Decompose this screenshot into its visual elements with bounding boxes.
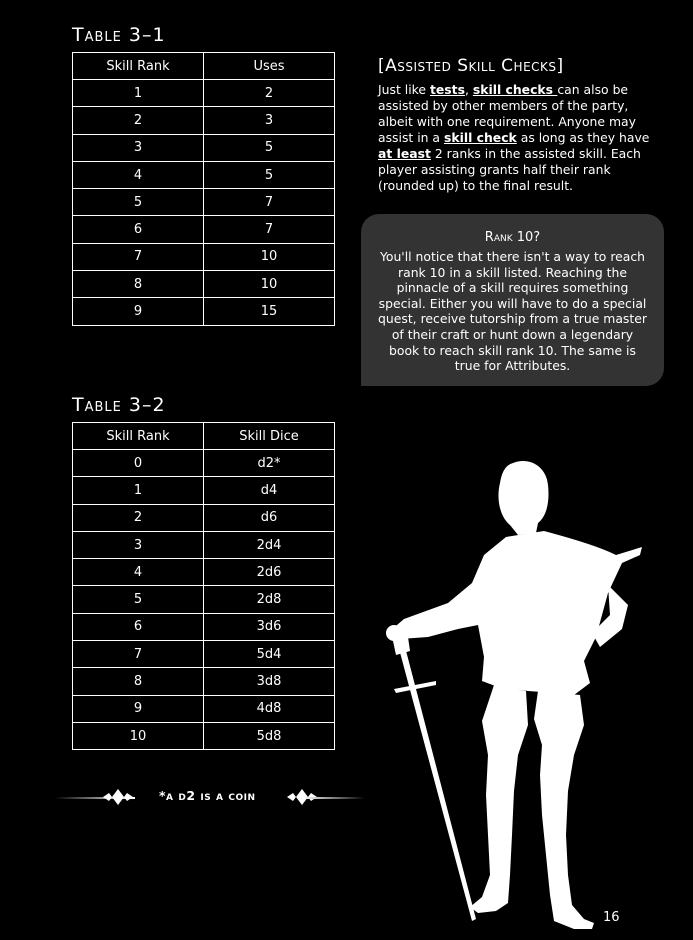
cell-value: 5 bbox=[204, 161, 335, 188]
cell-value: 2d4 bbox=[204, 531, 335, 558]
table-row bbox=[73, 161, 335, 188]
cell-rank: 10 bbox=[73, 722, 204, 749]
callout-body: You'll notice that there isn't a way to reach rank 10 in a skill listed. Reaching the pinnacle of a skill requires something special. Either you will have to do a special quest, receive tutorship from a true master of their craft or hunt down a legendary book to reach skill rank 10. The same is true for Attributes. bbox=[378, 249, 647, 374]
skill-check-link[interactable]: skill check bbox=[443, 130, 517, 145]
cell-rank: 4 bbox=[73, 161, 204, 188]
cell-rank: 9 bbox=[73, 695, 204, 722]
cell-value: d6 bbox=[204, 504, 335, 531]
divider-ornament-icon bbox=[103, 788, 133, 806]
table2-title: Table 3–2 bbox=[72, 394, 166, 416]
table-row bbox=[73, 271, 335, 298]
table-row bbox=[73, 189, 335, 216]
table-row bbox=[73, 722, 335, 749]
skill-checks-link[interactable]: skill checks bbox=[472, 82, 558, 97]
assisted-text bbox=[378, 82, 653, 194]
cell-value: 7 bbox=[204, 189, 335, 216]
table1 bbox=[72, 52, 335, 326]
cell-rank: 3 bbox=[73, 134, 204, 161]
cell-rank: 7 bbox=[73, 641, 204, 668]
table-row bbox=[73, 216, 335, 243]
cell-rank: 2 bbox=[73, 107, 204, 134]
assisted-heading: [Assisted Skill Checks] bbox=[378, 56, 564, 76]
cell-rank: 6 bbox=[73, 216, 204, 243]
table1-title: Table 3–1 bbox=[72, 24, 166, 46]
cell-value: 10 bbox=[204, 243, 335, 270]
cell-rank: 5 bbox=[73, 189, 204, 216]
table2 bbox=[72, 422, 335, 750]
tests-link[interactable]: tests bbox=[429, 82, 465, 97]
cell-rank: 8 bbox=[73, 271, 204, 298]
cell-rank: 9 bbox=[73, 298, 204, 325]
table-row bbox=[73, 695, 335, 722]
divider-ornament-icon bbox=[303, 796, 365, 799]
table-row bbox=[73, 80, 335, 107]
table1-header-uses: Uses bbox=[204, 53, 335, 80]
text-run: can also be assisted by other members of the party, albeit with one requirement. Anyone may assist in a bbox=[378, 82, 636, 145]
cell-rank: 5 bbox=[73, 586, 204, 613]
cell-rank: 6 bbox=[73, 613, 204, 640]
text-run: as long as they have bbox=[516, 130, 650, 145]
cell-rank: 3 bbox=[73, 531, 204, 558]
cell-rank: 8 bbox=[73, 668, 204, 695]
cell-value: 2d8 bbox=[204, 586, 335, 613]
table-row bbox=[73, 559, 335, 586]
cell-value: 5 bbox=[204, 134, 335, 161]
cell-value: 4d8 bbox=[204, 695, 335, 722]
table-row bbox=[73, 243, 335, 270]
table2-header-dice: Skill Dice bbox=[204, 423, 335, 450]
cell-value: 7 bbox=[204, 216, 335, 243]
table-row bbox=[73, 107, 335, 134]
table-row bbox=[73, 504, 335, 531]
cell-value: d2* bbox=[204, 450, 335, 477]
table2-header-rank: Skill Rank bbox=[73, 423, 204, 450]
table-row bbox=[73, 641, 335, 668]
cell-value: 2 bbox=[204, 80, 335, 107]
cell-value: 2d6 bbox=[204, 559, 335, 586]
footnote-row bbox=[55, 786, 365, 808]
cell-rank: 1 bbox=[73, 477, 204, 504]
cell-rank: 4 bbox=[73, 559, 204, 586]
footnote: *a d2 is a coin bbox=[159, 788, 256, 803]
cell-value: 3d8 bbox=[204, 668, 335, 695]
text-run: 2 ranks in the assisted skill. Each player assisting grants half their rank (rounded up) to the final result. bbox=[378, 146, 641, 193]
knight-silhouette-icon bbox=[378, 455, 648, 935]
cell-value: 3d6 bbox=[204, 613, 335, 640]
text-run: , bbox=[464, 82, 473, 97]
table-row bbox=[73, 531, 335, 558]
text-run: Just like bbox=[378, 82, 430, 97]
at-least-emphasis: at least bbox=[378, 146, 431, 161]
cell-rank: 0 bbox=[73, 450, 204, 477]
table-row bbox=[73, 450, 335, 477]
rank10-callout bbox=[361, 214, 664, 386]
cell-rank: 1 bbox=[73, 80, 204, 107]
table-row bbox=[73, 298, 335, 325]
cell-rank: 7 bbox=[73, 243, 204, 270]
cell-rank: 2 bbox=[73, 504, 204, 531]
table-row bbox=[73, 613, 335, 640]
table-row bbox=[73, 477, 335, 504]
cell-value: 15 bbox=[204, 298, 335, 325]
cell-value: 5d8 bbox=[204, 722, 335, 749]
table-row bbox=[73, 134, 335, 161]
table-row bbox=[73, 668, 335, 695]
cell-value: 10 bbox=[204, 271, 335, 298]
cell-value: d4 bbox=[204, 477, 335, 504]
cell-value: 5d4 bbox=[204, 641, 335, 668]
page-number: 16 bbox=[603, 910, 620, 925]
table1-header-rank: Skill Rank bbox=[73, 53, 204, 80]
table-row bbox=[73, 586, 335, 613]
callout-title: Rank 10? bbox=[484, 230, 541, 245]
cell-value: 3 bbox=[204, 107, 335, 134]
